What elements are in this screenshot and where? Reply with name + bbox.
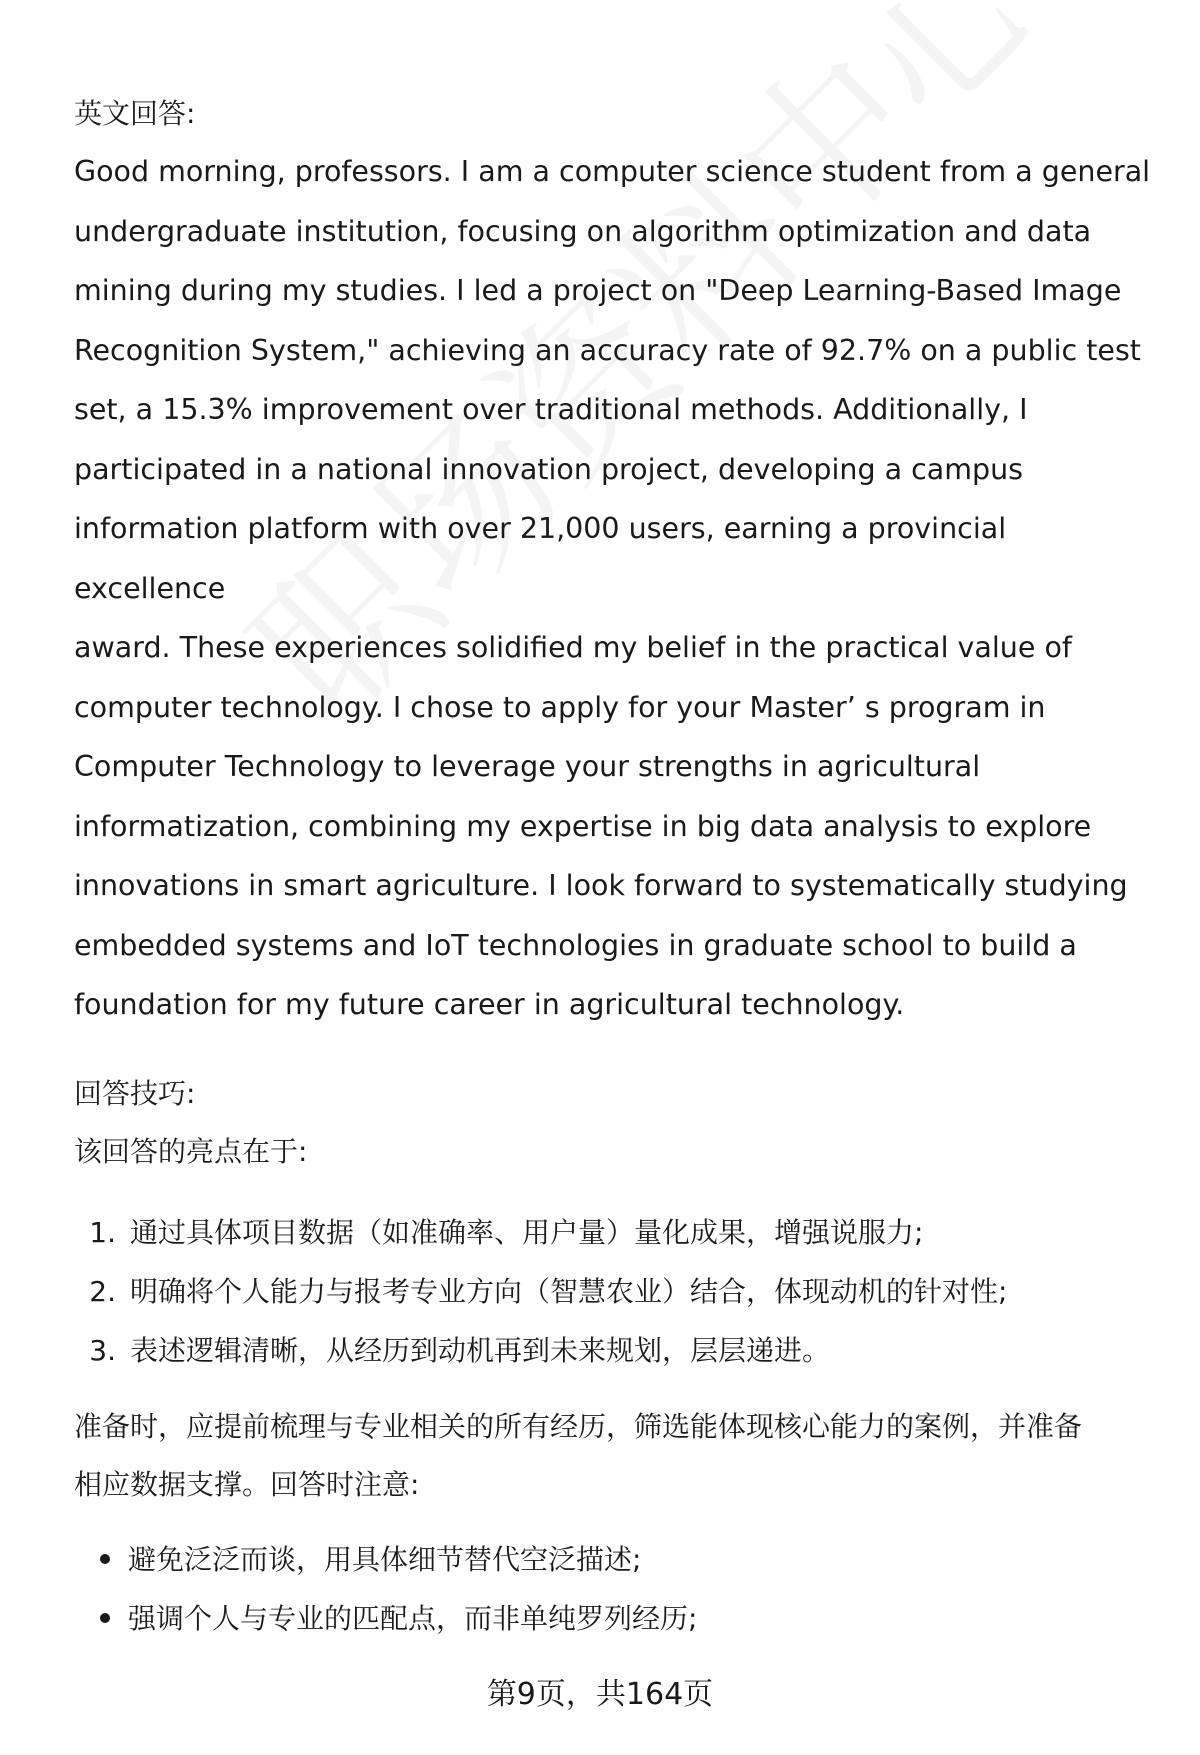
list-number: 3. — [89, 1333, 116, 1367]
english-answer-body — [74, 142, 1154, 1035]
list-item-text: 避免泛泛而谈，用具体细节替代空泛描述; — [128, 1542, 642, 1576]
english-line: mining during my studies. I led a project on "Deep Learning-Based Image — [74, 274, 1122, 307]
english-line: information platform with over 21,000 users, earning a provincial excellence — [74, 512, 1007, 605]
bullet-icon — [100, 1613, 110, 1623]
list-item-text: 明确将个人能力与报考专业方向（智慧农业）结合，体现动机的针对性; — [130, 1274, 1008, 1308]
english-line: Good morning, professors. I am a computer science student from a general — [74, 155, 1151, 188]
english-line: Recognition System," achieving an accuracy rate of 92.7% on a public test — [74, 333, 1141, 367]
list-item-text: 强调个人与专业的匹配点，而非单纯罗列经历; — [128, 1601, 698, 1635]
bullet-icon — [100, 1554, 110, 1564]
english-answer-section — [74, 96, 1154, 1035]
english-answer-heading: 英文回答: — [74, 97, 196, 130]
english-line: undergraduate institution, focusing on algorithm optimization and data — [74, 214, 1092, 248]
list-item — [74, 1321, 1154, 1380]
list-item-text: 通过具体项目数据（如准确率、用户量）量化成果，增强说服力; — [130, 1215, 924, 1249]
list-number: 1. — [89, 1215, 116, 1249]
english-line: set, a 15.3% improvement over traditional methods. Additionally, I — [74, 393, 1028, 426]
english-line: computer technology. I chose to apply for your Master’ s program in — [74, 690, 1046, 724]
prep-line: 相应数据支撑。回答时注意: — [74, 1467, 420, 1501]
notes-list — [74, 1530, 1154, 1648]
english-line: participated in a national innovation project, developing a campus — [74, 452, 1024, 486]
english-line: award. These experiences solidified my belief in the practical value of — [74, 631, 1072, 664]
highlights-list — [74, 1203, 1154, 1380]
tips-heading: 回答技巧: — [74, 1076, 196, 1110]
prep-line: 准备时，应提前梳理与专业相关的所有经历，筛选能体现核心能力的案例，并准备 — [74, 1409, 1083, 1443]
english-line: innovations in smart agriculture. I look forward to systematically studying — [74, 869, 1128, 902]
tips-section — [74, 1065, 1154, 1648]
list-item — [74, 1589, 1154, 1648]
english-line: Computer Technology to leverage your strengths in agricultural — [74, 750, 981, 783]
list-number: 2. — [89, 1274, 116, 1308]
list-item-text: 表述逻辑清晰，从经历到动机再到未来规划，层层递进。 — [130, 1333, 831, 1367]
english-line: informatization, combining my expertise in big data analysis to explore — [74, 809, 1092, 843]
list-item — [74, 1530, 1154, 1589]
page-number: 第9页，共164页 — [486, 1677, 714, 1712]
prep-paragraph — [74, 1398, 1154, 1514]
tips-intro: 该回答的亮点在于: — [74, 1134, 308, 1168]
list-item — [74, 1203, 1154, 1262]
document-page — [74, 96, 1154, 1648]
list-item — [74, 1262, 1154, 1321]
english-line: embedded systems and IoT technologies in graduate school to build a — [74, 928, 1077, 962]
english-line: foundation for my future career in agricultural technology. — [74, 988, 905, 1021]
